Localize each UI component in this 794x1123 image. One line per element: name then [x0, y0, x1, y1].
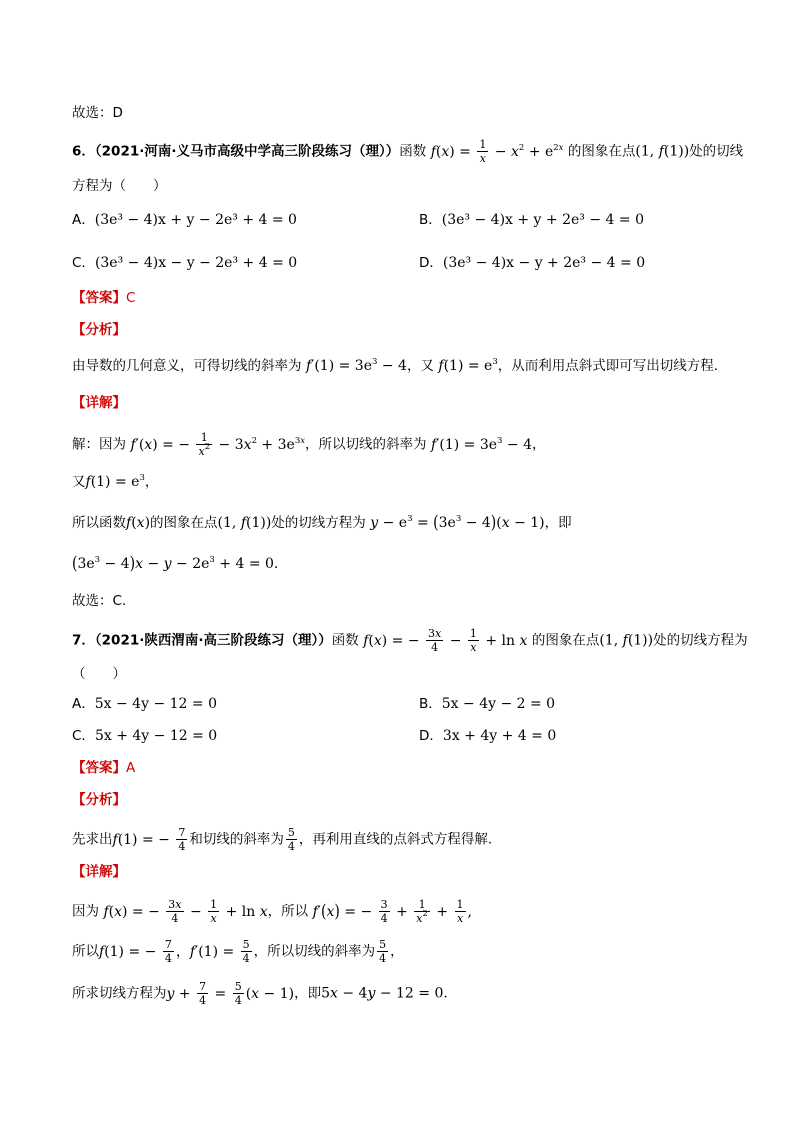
q7-function: f(x) = − $\frac{3x}{4}$ − $\frac{1}{x}$ + ln x — [363, 627, 528, 654]
q6-option-c[interactable]: C．(3e³ − 4)x − y − 2e³ + 4 = 0 — [72, 255, 298, 271]
q6-options-row1 — [72, 210, 722, 230]
q7-detail-line2: 所以f(1) = − $\frac{7}{4}$ ，f′(1) = $\frac{5}{4}$ ，所以切线的斜率为 $\frac{5}{4}$ ， — [72, 938, 404, 965]
q6-stem-line1: 6．（2021·河南·义马市高级中学高三阶段练习（理））函数 f(x) = $\frac{1}{x}$ − $x^2 + e^{2x}$ 的图象在点(1, f(1))处的切线 — [72, 138, 744, 165]
q6-detail-result: $(3e^3 - 4)x - y - 2e^3 + 4 = 0$. — [72, 554, 279, 574]
q7-analysis-tag: 【分析】 — [72, 792, 126, 808]
q6-detail-line2: 又$f(1) = e^3$， — [72, 473, 159, 490]
q6-analysis-tag: 【分析】 — [72, 322, 126, 338]
q7-options-row1 — [72, 694, 722, 714]
q7-answer-value: A — [126, 760, 136, 776]
q7-stem-line1: 7．（2021·陕西渭南·高三阶段练习（理））函数 f(x) = − $\frac{3x}{4}$ − $\frac{1}{x}$ + ln x 的图象在点(1, f(1))处的切线方程为 — [72, 627, 748, 654]
q6-analysis: 由导数的几何意义，可得切线的斜率为 $f'(1) = 3e^3 - 4$，又 $f(1) = e^3$，从而利用点斜式即可写出切线方程. — [72, 357, 719, 374]
q7-stem-line2: （ ） — [72, 666, 126, 682]
q6-option-d[interactable]: D．(3e³ − 4)x − y + 2e³ − 4 = 0 — [419, 255, 646, 271]
q7-answer: 【答案】A — [72, 760, 136, 776]
q7-detail-line1: 因为 f(x) = − $\frac{3x}{4}$ − $\frac{1}{x}$ + ln x，所以 f′(x) = − $\frac{3}{4}$ + $\frac{1}{x^2}$ + $\frac{1}{x}$ , — [72, 898, 472, 925]
q6-function: f(x) = $\frac{1}{x}$ − $x^2 + e^{2x}$ — [430, 138, 564, 165]
q6-detail-tag: 【详解】 — [72, 395, 126, 411]
q6-option-b[interactable]: B．(3e³ − 4)x + y + 2e³ − 4 = 0 — [419, 212, 644, 228]
prev-answer — [72, 103, 123, 123]
q7-options-row2 — [72, 726, 722, 746]
q6-conclusion: 故选：C. — [72, 593, 127, 609]
q7-source: （2021·陕西渭南·高三阶段练习（理）） — [94, 632, 332, 649]
prev-answer-text: 故选：D — [72, 105, 123, 121]
q6-answer: 【答案】C — [72, 290, 136, 306]
q7-analysis: 先求出f(1) = − $\frac{7}{4}$ 和切线的斜率为 $\frac{5}{4}$ ，再利用直线的点斜式方程得解. — [72, 826, 493, 853]
q7-detail-line3: 所求切线方程为y + $\frac{7}{4}$ = $\frac{5}{4}$ (x − 1)，即5x − 4y − 12 = 0. — [72, 980, 448, 1007]
q7-detail-tag: 【详解】 — [72, 864, 126, 880]
q6-number: 6． — [72, 143, 95, 160]
q7-option-d[interactable]: D．3x + 4y + 4 = 0 — [419, 728, 557, 744]
q7-option-a[interactable]: A．5x − 4y − 12 = 0 — [72, 696, 217, 712]
q6-option-a[interactable]: A．(3e³ − 4)x + y − 2e³ + 4 = 0 — [72, 212, 297, 228]
q6-detail-line3: 所以函数f(x)的图象在点(1, f(1))处的切线方程为 $y - e^3 = (3e^3 - 4)(x - 1)$，即 — [72, 513, 572, 533]
q6-options-row2 — [72, 253, 722, 273]
q7-option-c[interactable]: C．5x + 4y − 12 = 0 — [72, 728, 218, 744]
q6-answer-value: C — [126, 290, 136, 306]
q6-detail-line1: 解：因为 f′(x) = − $\frac{1}{x^2}$ − $3x^2 + 3e^{3x}$，所以切线的斜率为 $f'(1) = 3e^3 - 4$， — [72, 431, 546, 458]
q6-source: （2021·河南·义马市高级中学高三阶段练习（理）） — [94, 143, 400, 160]
q7-number: 7． — [72, 632, 95, 649]
q7-option-b[interactable]: B．5x − 4y − 2 = 0 — [419, 696, 556, 712]
q6-stem-line2: 方程为（ ） — [72, 178, 167, 194]
